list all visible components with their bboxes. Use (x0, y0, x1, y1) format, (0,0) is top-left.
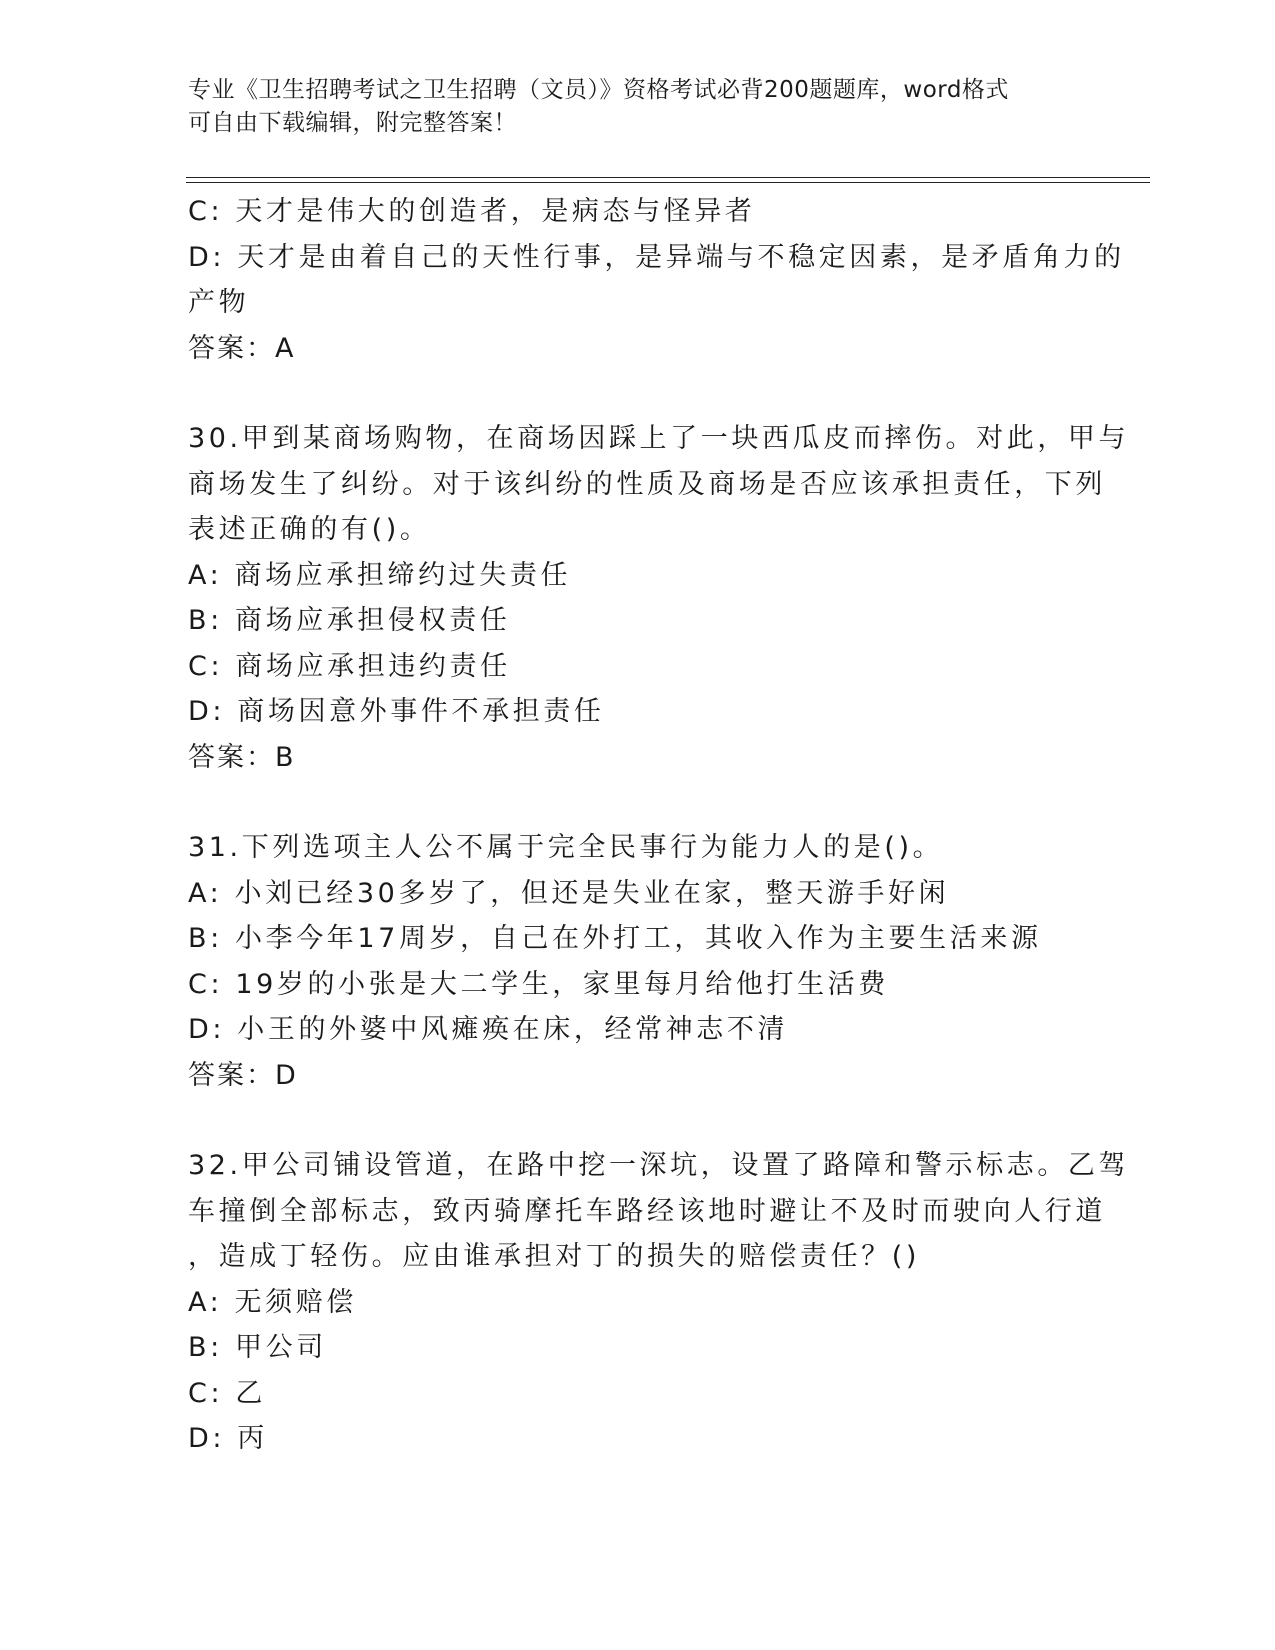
spacer (188, 371, 1068, 416)
question-31 (188, 825, 1068, 1098)
option-c: C: 天才是伟大的创造者，是病态与怪异者 (188, 196, 756, 227)
header-line-1: 专业《卫生招聘考试之卫生招聘（文员）》资格考试必背200题题库，word格式 (188, 77, 1009, 103)
option-d: D: 天才是由着自己的天性行事，是异端与不稳定因素，是矛盾角力的 (188, 241, 1125, 273)
question-stem-line: 30.甲到某商场购物，在商场因踩上了一块西瓜皮而摔伤。对此，甲与 (188, 423, 1130, 454)
spacer (188, 780, 1068, 825)
option-d: D: 商场因意外事件不承担责任 (188, 696, 605, 727)
option-c: C: 19岁的小张是大二学生，家里每月给他打生活费 (188, 968, 889, 1000)
question-stem-line: 商场发生了纠纷。对于该纠纷的性质及商场是否应该承担责任，下列 (188, 468, 1106, 500)
question-stem-line: 车撞倒全部标志，致丙骑摩托车路经该地时避让不及时而驶向人行道 (188, 1195, 1106, 1227)
option-a: A: 商场应承担缔约过失责任 (188, 559, 572, 591)
question-stem-line: ，造成丁轻伤。应由谁承担对丁的损失的赔偿责任？() (188, 1241, 921, 1272)
answer: 答案：D (188, 1059, 298, 1091)
option-d: D: 小王的外婆中风瘫痪在床，经常神志不清 (188, 1014, 789, 1045)
question-stem-line: 31.下列选项主人公不属于完全民事行为能力人的是()。 (188, 832, 944, 863)
question-29-continued (188, 189, 1125, 371)
option-b: B: 甲公司 (188, 1332, 327, 1363)
header-line-2: 可自由下载编辑，附完整答案！ (188, 110, 517, 136)
option-c: C: 乙 (188, 1377, 266, 1409)
spacer (188, 1098, 1068, 1143)
option-b: B: 商场应承担侵权责任 (188, 605, 511, 636)
option-a: A: 小刘已经30多岁了，但还是失业在家，整天游手好闲 (188, 877, 950, 909)
document-body (188, 189, 1130, 1462)
header-divider-top (186, 177, 1150, 178)
option-d-continued: 产物 (188, 287, 250, 318)
header-divider-bottom (186, 182, 1150, 183)
answer: 答案：A (188, 332, 296, 364)
document-header (188, 74, 1088, 140)
option-b: B: 小李今年17周岁，自己在外打工，其收入作为主要生活来源 (188, 923, 1042, 954)
question-32 (188, 1143, 1130, 1462)
question-stem-line: 表述正确的有()。 (188, 514, 431, 545)
option-a: A: 无须赔偿 (188, 1286, 357, 1318)
option-c: C: 商场应承担违约责任 (188, 650, 511, 682)
question-30 (188, 416, 1130, 780)
answer: 答案：B (188, 741, 296, 773)
question-stem-line: 32.甲公司铺设管道，在路中挖一深坑，设置了路障和警示标志。乙驾 (188, 1150, 1130, 1181)
option-d: D: 丙 (188, 1423, 268, 1454)
